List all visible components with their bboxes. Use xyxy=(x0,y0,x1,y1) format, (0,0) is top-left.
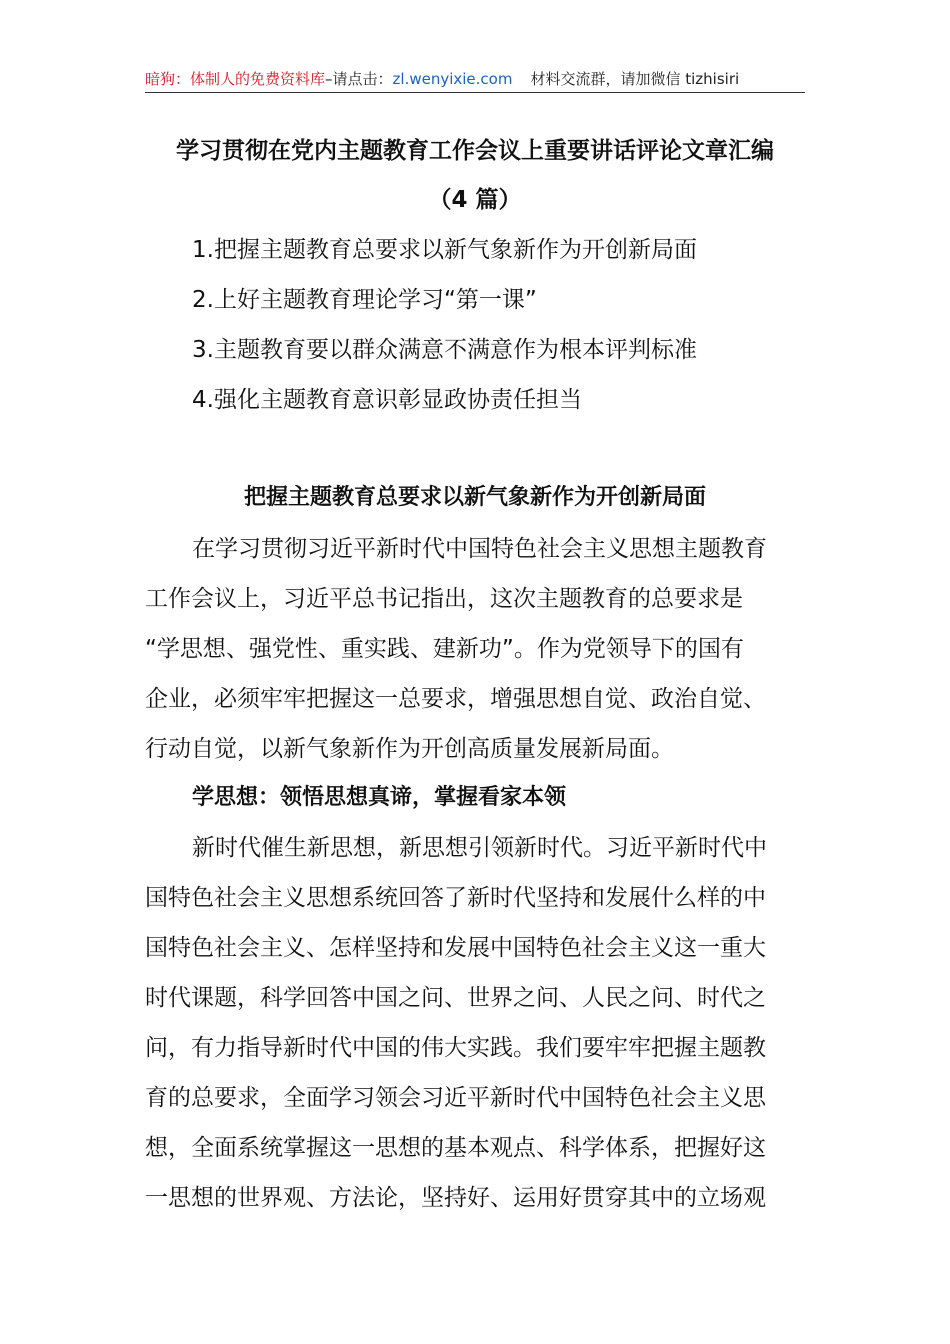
intro-line-1: 在学习贯彻习近平新时代中国特色社会主义思想主题教育 xyxy=(192,536,767,562)
toc-item-4: 4.强化主题教育意识彰显政协责任担当 xyxy=(192,387,582,413)
body-line-1: 新时代催生新思想，新思想引领新时代。习近平新时代中 xyxy=(192,835,767,861)
header-url-link[interactable]: zl.wenyixie.com xyxy=(392,70,513,88)
toc-item-2: 2.上好主题教育理论学习“第一课” xyxy=(192,287,537,313)
header-click-prefix: –请点击： xyxy=(325,70,393,88)
body-line-3: 国特色社会主义、怎样坚持和发展中国特色社会主义这一重大 xyxy=(145,935,766,961)
body-line-2: 国特色社会主义思想系统回答了新时代坚持和发展什么样的中 xyxy=(145,885,766,911)
intro-line-2: 工作会议上，习近平总书记指出，这次主题教育的总要求是 xyxy=(145,586,743,612)
page-header xyxy=(145,68,805,93)
body-line-7: 想，全面系统掌握这一思想的基本观点、科学体系，把握好这 xyxy=(145,1135,766,1161)
subheading: 学思想：领悟思想真谛，掌握看家本领 xyxy=(192,785,567,810)
header-contact: 材料交流群，请加微信 tizhisiri xyxy=(530,70,740,88)
document-title-line1: 学习贯彻在党内主题教育工作会议上重要讲话评论文章汇编 xyxy=(176,138,774,164)
intro-line-4: 企业，必须牢牢把握这一总要求，增强思想自觉、政治自觉、 xyxy=(145,686,766,712)
body-line-4: 时代课题，科学回答中国之问、世界之问、人民之问、时代之 xyxy=(145,985,766,1011)
header-brand: 暗狗：体制人的免费资料库 xyxy=(145,70,326,88)
body-line-5: 问，有力指导新时代中国的伟大实践。我们要牢牢把握主题教 xyxy=(145,1035,766,1061)
intro-line-5: 行动自觉，以新气象新作为开创高质量发展新局面。 xyxy=(145,736,674,762)
document-title-line2: （4 篇） xyxy=(428,187,522,213)
section-title: 把握主题教育总要求以新气象新作为开创新局面 xyxy=(243,485,706,510)
toc-item-1: 1.把握主题教育总要求以新气象新作为开创新局面 xyxy=(192,237,697,263)
body-line-8: 一思想的世界观、方法论，坚持好、运用好贯穿其中的立场观 xyxy=(145,1185,766,1211)
toc-item-3: 3.主题教育要以群众满意不满意作为根本评判标准 xyxy=(192,337,697,363)
body-line-6: 育的总要求，全面学习领会习近平新时代中国特色社会主义思 xyxy=(145,1085,766,1111)
intro-line-3: “学思想、强党性、重实践、建新功”。作为党领导下的国有 xyxy=(145,636,744,662)
